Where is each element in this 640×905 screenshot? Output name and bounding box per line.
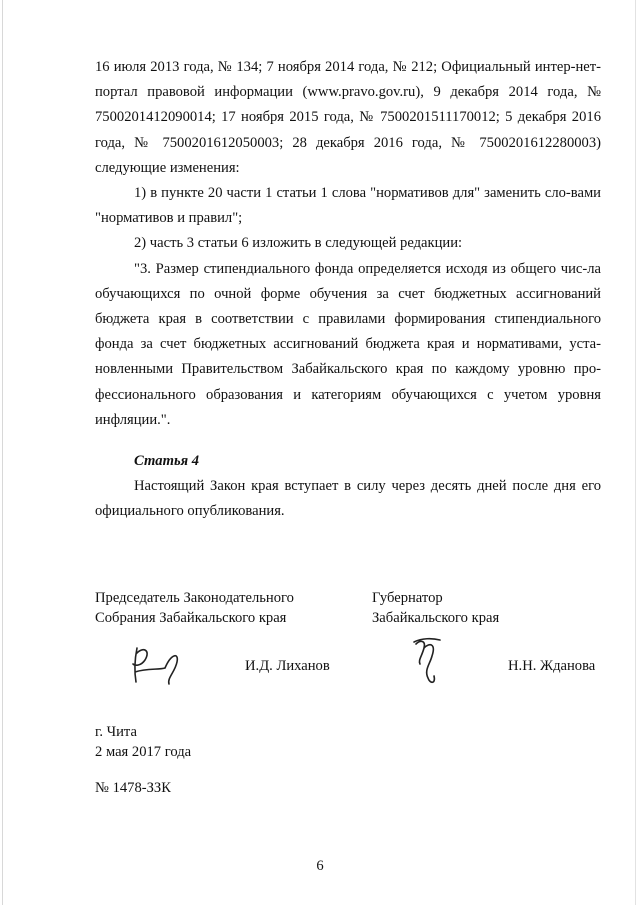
signatory-left-title [95, 588, 294, 628]
handwritten-signature-left [125, 642, 187, 690]
document-body [95, 55, 601, 525]
paragraph-item-2: 2) часть 3 статьи 6 изложить в следующей редакции: [134, 235, 463, 252]
scan-edge-left [2, 0, 3, 905]
scan-edge-right [635, 0, 636, 905]
signatory-left-title-line2: Собрания Забайкальского края [95, 610, 287, 626]
city: г. Чита [95, 724, 137, 740]
paragraph-item-1: 1) в пункте 20 части 1 статьи 1 слова "нормативов для" заменить сло-вами "нормативов и правил"; [95, 185, 601, 227]
signatory-right-title-line1: Губернатор [372, 590, 443, 606]
article-text: Настоящий Закон края вступает в силу через десять дней после дня его официального опубликования. [95, 478, 601, 520]
place-and-date [95, 722, 191, 762]
paragraph-new-wording: "3. Размер стипендиального фонда определяется исходя из общего чис-ла обучающихся по очной форме обучения за счет бюджетных ассигнований бюджета края в соответствии с правилами формирования стипендиального фонда за счет бюджетных ассигнований бюджета края и нормативами, уста-новленными Правительством Забайкальского края по каждому уровню про-фессионального образования и категориям обучающихся с учетом уровня инфляции.". [95, 260, 601, 428]
signatory-left-title-line1: Председатель Законодательного [95, 590, 294, 606]
paragraph-amendment-sources: 16 июля 2013 года, № 134; 7 ноября 2014 года, № 212; Официальный интер-нет-портал правовой информации (www.pravo.gov.ru), 9 декабря 2014 года, № 7500201412090014; 17 ноября 2015 года, № 7500201511170012; 5 декабря 2016 года, № 7500201612050003; 28 декабря 2016 года, № 7500201612280003) следующие изменения: [95, 59, 601, 176]
article-heading: Статья 4 [134, 453, 200, 470]
signatory-right-title-line2: Забайкальского края [372, 610, 500, 626]
signatory-right-name: Н.Н. Жданова [508, 658, 596, 674]
signatory-right-title [372, 588, 499, 628]
signatory-left-name: И.Д. Лиханов [245, 658, 330, 674]
signing-date: 2 мая 2017 года [95, 744, 192, 760]
law-number: № 1478-ЗЗК [95, 780, 171, 796]
handwritten-signature-right [410, 634, 450, 690]
page-number: 6 [316, 858, 324, 874]
